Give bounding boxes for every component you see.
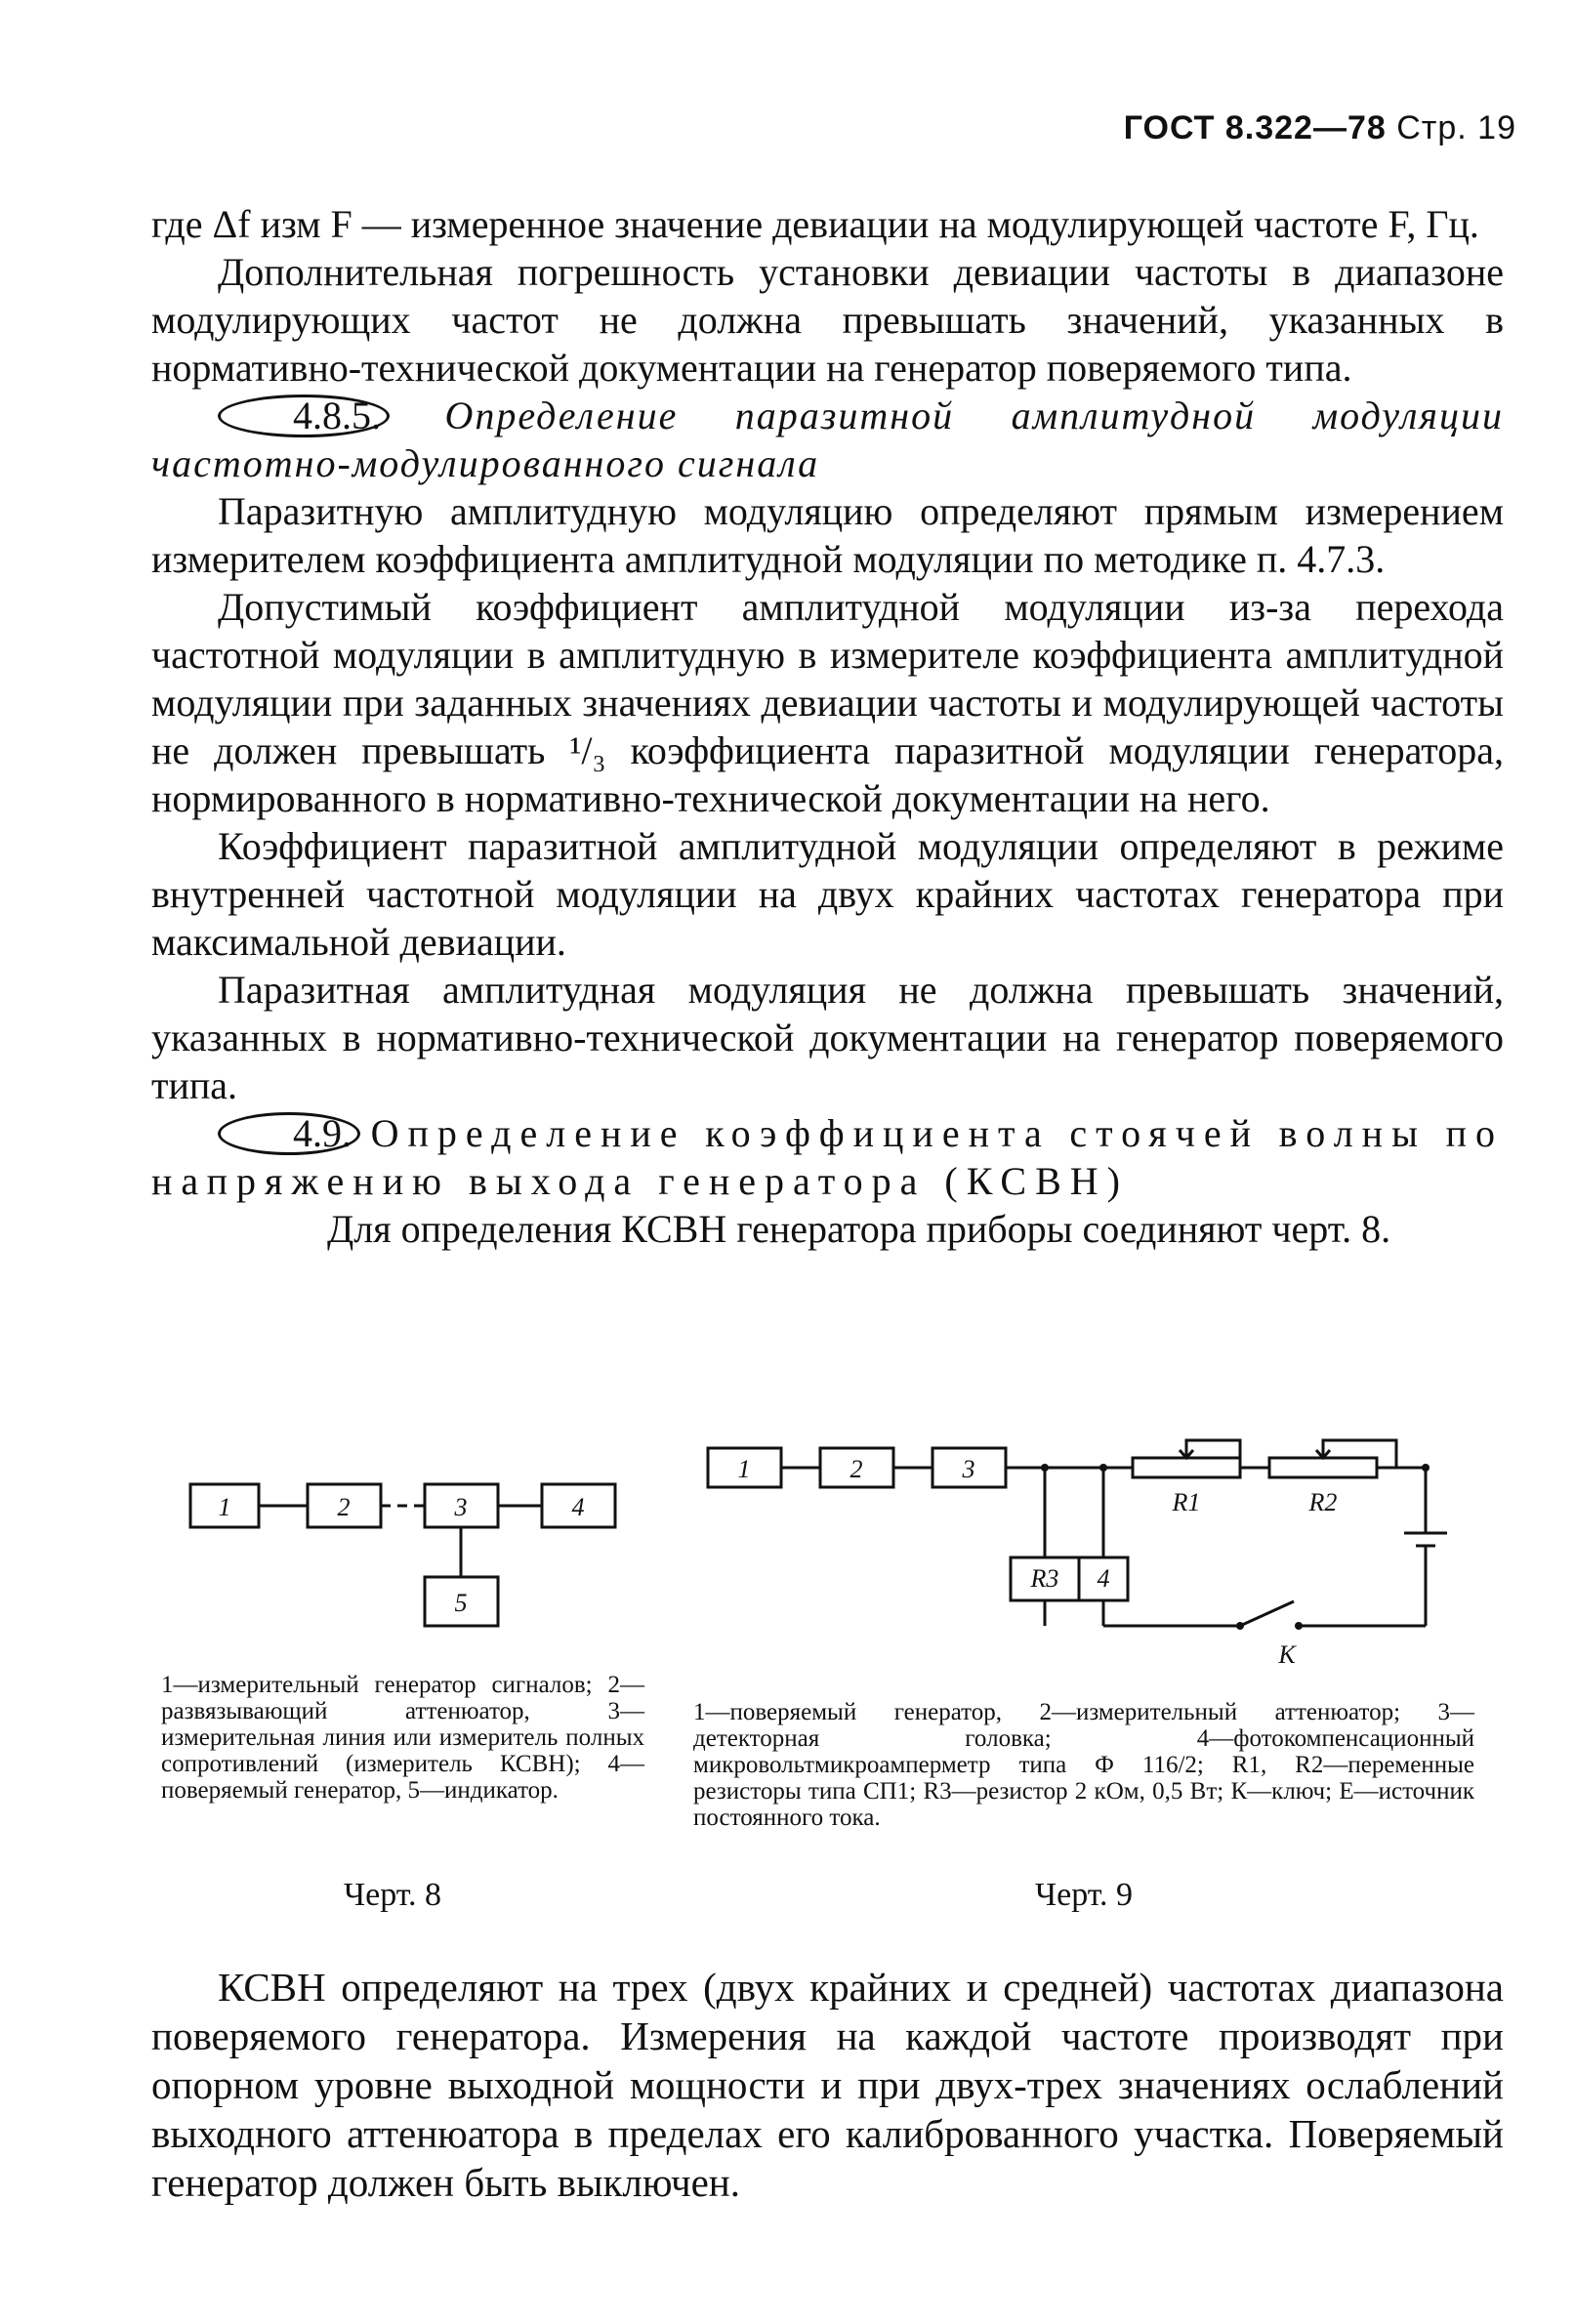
paragraph-1: где Δf изм F — измеренное значение девиации на модулирующей частоте F, Гц.	[151, 202, 1479, 246]
fig8-label-4: 4	[571, 1493, 585, 1521]
page-header	[1124, 109, 1516, 147]
fig9-key-label: K	[1278, 1640, 1296, 1669]
paragraph-7: Для определения КСВН генератора приборы соединяют черт. 8.	[327, 1207, 1391, 1251]
paragraph-4: Допустимый коэффициент амплитудной модуляции из-за перехода частотной модуляции в амплитудную в измерителе коэффициента амплитудной модуляции при заданных значениях девиации частоты и модулирующей частоты не должен превышать ¹/₃ коэффициента паразитной модуляции генератора, нормированного в нормативно-технической документации на него.	[151, 585, 1504, 820]
fig8-label-2: 2	[337, 1493, 351, 1521]
fig9-label-4: 4	[1097, 1564, 1110, 1593]
standard-number: ГОСТ 8.322—78	[1123, 109, 1387, 146]
figure-9-label: Черт. 9	[1035, 1877, 1134, 1913]
main-text-top	[151, 200, 1504, 1253]
fig9-key-switch	[1240, 1601, 1294, 1626]
fig9-label-2: 2	[850, 1455, 863, 1483]
fig9-resistor-r2	[1269, 1458, 1377, 1477]
paragraph-8: КСВН определяют на трех (двух крайних и средней) частотах диапазона поверяемого генератора. Измерения на каждой частоте производят при опорном уровне выходной мощности и при двух-трех значениях ослаблений выходного аттенюатора в пределах его калиброванного участка. Поверяемый генератор должен быть выключен.	[151, 1965, 1504, 2205]
fig8-label-3: 3	[454, 1493, 468, 1521]
section-4-9-number: 4.9.	[218, 1112, 360, 1155]
fig8-label-5: 5	[454, 1589, 468, 1617]
page-number: Стр. 19	[1396, 109, 1516, 146]
section-4-9-heading	[151, 1109, 1504, 1205]
section-4-8-5-title: Определение паразитной амплитудной модуляции частотно-модулированного сигнала	[151, 394, 1504, 485]
fig9-label-3: 3	[962, 1455, 975, 1483]
fig9-label-r3: R3	[1030, 1564, 1059, 1593]
figure-8-caption: 1—измерительный генератор сигналов; 2—развязывающий аттенюатор, 3—измерительная линия или измеритель полных сопротивлений (измеритель КСВН); 4—поверяемый генератор, 5—индикатор.	[161, 1672, 644, 1804]
figure-8-diagram	[186, 1465, 644, 1660]
fig9-r2-label: R2	[1308, 1488, 1338, 1516]
fig8-label-1: 1	[218, 1493, 231, 1521]
fig9-label-1: 1	[737, 1455, 751, 1483]
section-4-9-title: Определение коэффициента стоячей волны по напряжению выхода генератора (КСВН)	[151, 1111, 1504, 1203]
fig9-r1-label: R1	[1172, 1488, 1201, 1516]
figure-9-diagram	[693, 1431, 1474, 1675]
fig9-resistor-r1	[1133, 1458, 1240, 1477]
section-4-8-5-number: 4.8.5.	[218, 394, 390, 437]
section-4-8-5-heading	[151, 392, 1504, 487]
main-text-bottom	[151, 1963, 1504, 2207]
figure-8-label: Черт. 8	[344, 1877, 442, 1913]
paragraph-5: Коэффициент паразитной амплитудной модуляции определяют в режиме внутренней частотной модуляции на двух крайних частотах генератора при максимальной девиации.	[151, 824, 1504, 964]
figure-9-caption: 1—поверяемый генератор, 2—измерительный аттенюатор; 3—детекторная головка; 4—фотокомпенсационный микровольтмикроамперметр типа Ф 116/2; R1, R2—переменные резисторы типа СП1; R3—резистор 2 кОм, 0,5 Вт; К—ключ; Е—источник постоянного тока.	[693, 1699, 1474, 1831]
paragraph-2: Дополнительная погрешность установки девиации частоты в диапазоне модулирующих частот не должна превышать значений, указанных в нормативно-технической документации на генератор поверяемого типа.	[151, 250, 1504, 390]
paragraph-3: Паразитную амплитудную модуляцию определяют прямым измерением измерителем коэффициента амплитудной модуляции по методике п. 4.7.3.	[151, 489, 1504, 581]
paragraph-6: Паразитная амплитудная модуляция не должна превышать значений, указанных в нормативно-технической документации на генератор поверяемого типа.	[151, 968, 1504, 1107]
